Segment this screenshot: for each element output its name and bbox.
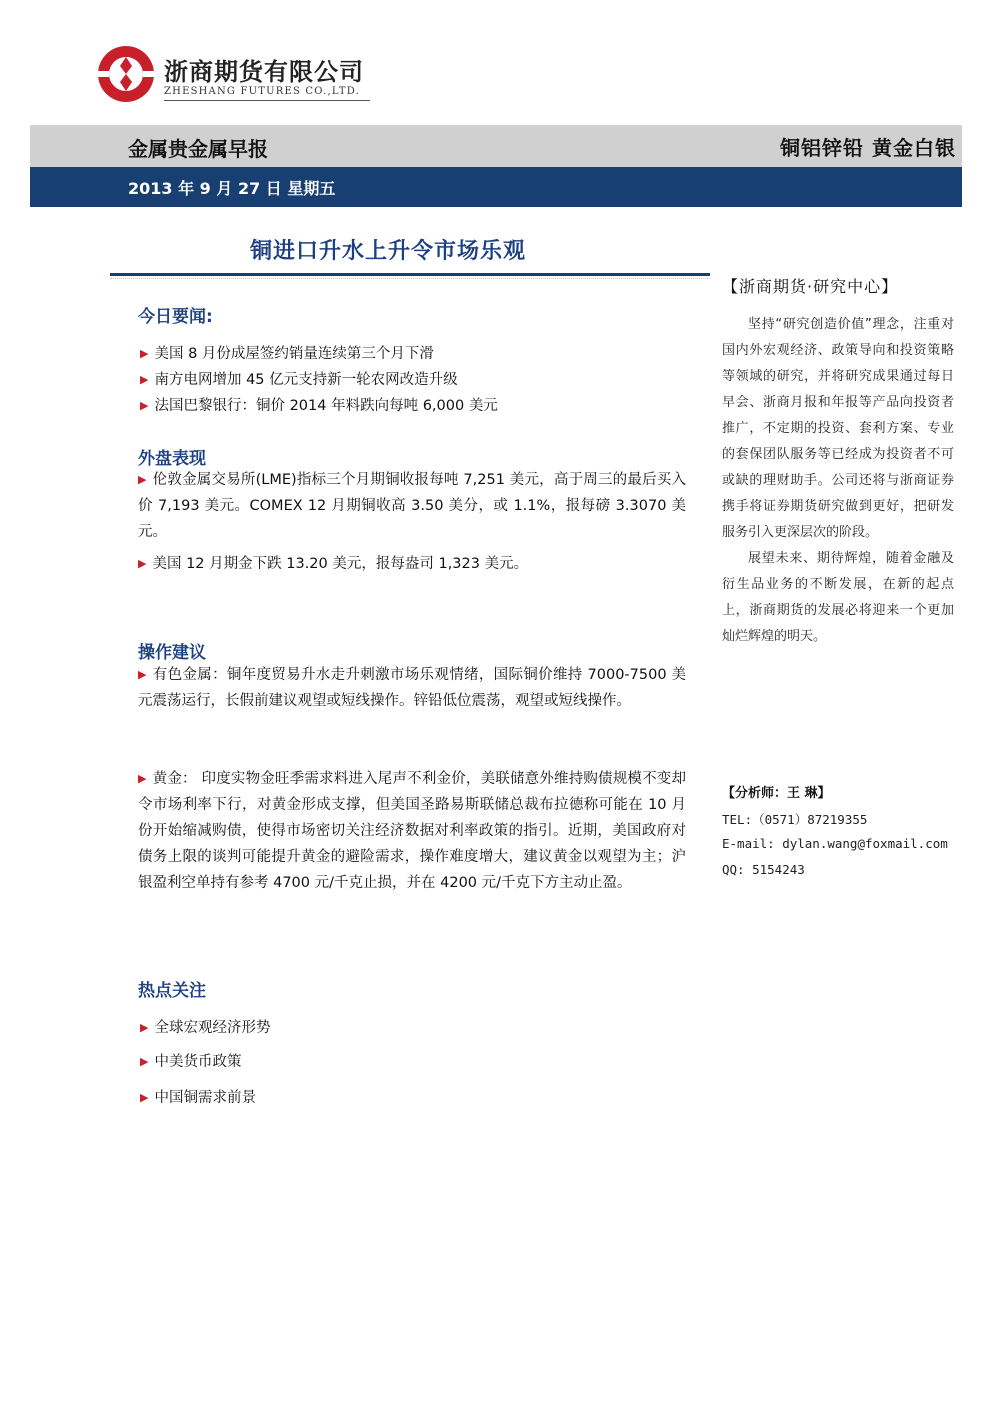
analyst-tel: TEL:（0571）87219355 <box>722 812 868 827</box>
advice-item: ▶ 黄金： 印度实物金旺季需求料进入尾声不利金价，美联储意外维持购债规模不变却令市场利率下行，对黄金形成支撑，但美国圣路易斯联储总裁布拉德称可能在 10 月份开始缩减购债，使得市场密切关注经济数据对利率政策的指引。近期，美国政府对债务上限的谈判可能提升黄金的避险需求，操作难度增大，建议黄金以观望为主；沪银盈利空单持有参考 4700 元/千克止损，并在 4200 元/千克下方主动止盈。 <box>138 771 686 891</box>
logo-underline <box>164 100 370 101</box>
market-item: ▶ 伦敦金属交易所(LME)指标三个月期铜收报每吨 7,251 美元，高于周三的最后买入价 7,193 美元。COMEX 12 月期铜收高 3.50 美分，或 1.1%，报每磅 3.3070 美元。 <box>138 472 686 540</box>
focus-item: ▶ 中国铜需求前景 <box>140 1090 256 1106</box>
research-center-intro <box>722 312 954 650</box>
company-name-cn: 浙商期货有限公司 <box>164 58 364 86</box>
advice-title: 操作建议 <box>138 643 206 663</box>
company-name-en: ZHESHANG FUTURES CO.,LTD. <box>164 86 360 97</box>
headline: 铜进口升水上升令市场乐观 <box>250 239 527 264</box>
red-triangle-icon: ▶ <box>140 1055 149 1068</box>
focus-title: 热点关注 <box>138 981 206 1001</box>
analyst-email: E-mail: dylan.wang@foxmail.com <box>722 836 948 851</box>
news-title: 今日要闻: <box>138 307 213 327</box>
research-center-heading: 【浙商期货·研究中心】 <box>722 277 899 296</box>
report-metals: 铜铝锌铅 黄金白银 <box>780 136 956 160</box>
red-triangle-icon: ▶ <box>140 399 149 412</box>
report-title: 金属贵金属早报 <box>128 137 268 161</box>
news-item: ▶ 法国巴黎银行：铜价 2014 年料跌向每吨 6,000 美元 <box>140 398 498 414</box>
red-triangle-icon: ▶ <box>138 772 147 785</box>
company-logo-icon <box>96 44 156 104</box>
red-triangle-icon: ▶ <box>140 347 149 360</box>
news-item: ▶ 南方电网增加 45 亿元支持新一轮农网改造升级 <box>140 372 458 388</box>
red-triangle-icon: ▶ <box>140 1091 149 1104</box>
report-date: 2013 年 9 月 27 日 星期五 <box>128 179 336 198</box>
red-triangle-icon: ▶ <box>138 668 147 681</box>
analyst-qq: QQ: 5154243 <box>722 862 805 877</box>
focus-item: ▶ 全球宏观经济形势 <box>140 1020 271 1036</box>
red-triangle-icon: ▶ <box>138 557 147 570</box>
headline-dotted-rule <box>110 278 710 280</box>
advice-item: ▶ 有色金属：铜年度贸易升水走升刺激市场乐观情绪，国际铜价维持 7000-7500 美元震荡运行，长假前建议观望或短线操作。锌铅低位震荡，观望或短线操作。 <box>138 667 686 709</box>
intro-paragraph: 展望未来、期待辉煌，随着金融及衍生品业务的不断发展，在新的起点上，浙商期货的发展必将迎来一个更加灿烂辉煌的明天。 <box>722 551 954 644</box>
red-triangle-icon: ▶ <box>140 1021 149 1034</box>
red-triangle-icon: ▶ <box>140 373 149 386</box>
red-triangle-icon: ▶ <box>138 473 147 486</box>
intro-paragraph: 坚持“研究创造价值”理念，注重对国内外宏观经济、政策导向和投资策略等领域的研究，并将研究成果通过每日早会、浙商月报和年报等产品向投资者推广，不定期的投资、套利方案、专业的套保团队服务等已经成为投资者不可或缺的理财助手。公司还将与浙商证券携手将证券期货研究做到更好，把研发服务引入更深层次的阶段。 <box>722 317 954 540</box>
news-item: ▶ 美国 8 月份成屋签约销量连续第三个月下滑 <box>140 346 434 362</box>
analyst-name: 【分析师：王 琳】 <box>722 786 831 801</box>
headline-rule <box>110 273 710 276</box>
market-title: 外盘表现 <box>138 449 206 469</box>
focus-item: ▶ 中美货币政策 <box>140 1054 242 1070</box>
market-item: ▶ 美国 12 月期金下跌 13.20 美元，报每盎司 1,323 美元。 <box>138 556 529 572</box>
